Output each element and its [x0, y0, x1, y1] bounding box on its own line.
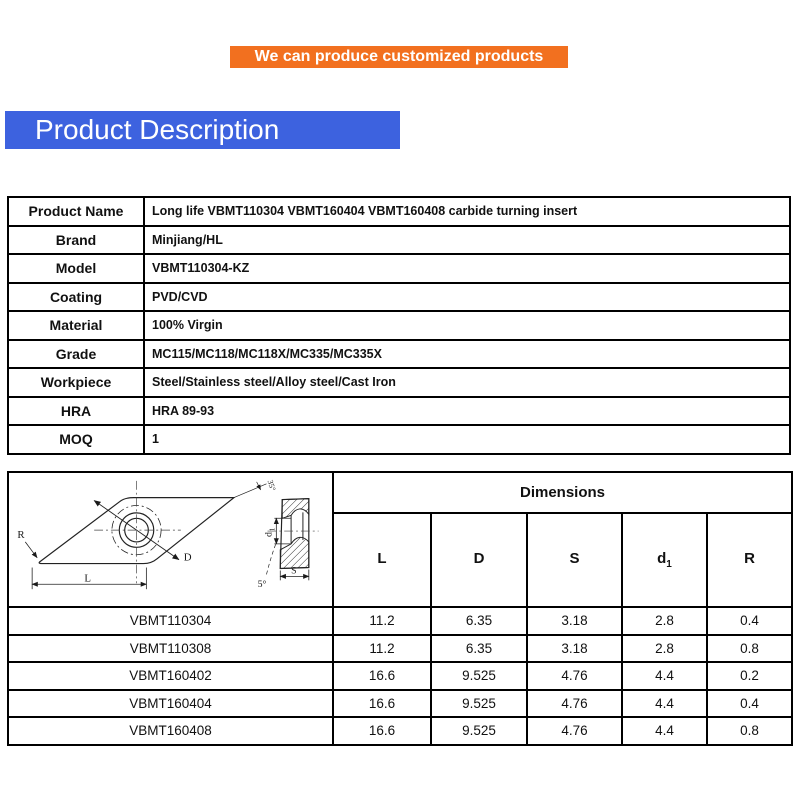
- spec-label: MOQ: [8, 425, 144, 454]
- col-header-s: [527, 513, 622, 607]
- spec-value: Minjiang/HL: [144, 226, 790, 255]
- side-view: [280, 499, 309, 569]
- dimensions-table: [7, 471, 793, 746]
- vbmt-insert-drawing: [9, 473, 330, 601]
- spec-value: VBMT110304-KZ: [144, 254, 790, 283]
- col-header-text: S: [569, 549, 580, 567]
- value-cell: 6.35: [431, 607, 527, 635]
- drawing-label-clearance-angle: 5°: [257, 579, 267, 591]
- model-cell: VBMT160402: [8, 662, 333, 690]
- spec-value: Long life VBMT110304 VBMT160404 VBMT160408 carbide turning insert: [144, 197, 790, 226]
- table-row: [8, 340, 790, 369]
- value-cell: 3.18: [527, 635, 622, 663]
- drawing-label-r: R: [17, 528, 25, 541]
- spec-value: PVD/CVD: [144, 283, 790, 312]
- value-cell: 16.6: [333, 662, 431, 690]
- value-cell: 6.35: [431, 635, 527, 663]
- spec-label: Material: [8, 311, 144, 340]
- col-header-text: R: [744, 549, 755, 567]
- spec-value: 1: [144, 425, 790, 454]
- model-cell: VBMT110304: [8, 607, 333, 635]
- spec-value: HRA 89-93: [144, 397, 790, 426]
- table-row: [8, 368, 790, 397]
- value-cell: 0.4: [707, 607, 792, 635]
- drawing-label-s: S: [291, 565, 297, 577]
- insert-technical-drawing: [8, 472, 333, 607]
- col-header-text: D: [473, 549, 485, 567]
- spec-label: Product Name: [8, 197, 144, 226]
- spec-value: MC115/MC118/MC118X/MC335/MC335X: [144, 340, 790, 369]
- value-cell: 4.4: [622, 662, 707, 690]
- col-header-sub: 1: [666, 558, 672, 570]
- spec-label: Grade: [8, 340, 144, 369]
- customized-products-banner: We can produce customized products: [230, 46, 568, 68]
- value-cell: 4.76: [527, 717, 622, 745]
- value-cell: 9.525: [431, 662, 527, 690]
- spec-label: Brand: [8, 226, 144, 255]
- value-cell: 4.76: [527, 690, 622, 718]
- value-cell: 16.6: [333, 717, 431, 745]
- spec-value: Steel/Stainless steel/Alloy steel/Cast Iron: [144, 368, 790, 397]
- table-row: [8, 397, 790, 426]
- value-cell: 2.8: [622, 607, 707, 635]
- col-header-text: L: [377, 549, 387, 567]
- value-cell: 9.525: [431, 690, 527, 718]
- value-cell: 11.2: [333, 635, 431, 663]
- table-row: [8, 635, 792, 663]
- product-spec-table: [7, 196, 791, 455]
- value-cell: 2.8: [622, 635, 707, 663]
- value-cell: 3.18: [527, 607, 622, 635]
- dimensions-title: Dimensions: [333, 472, 792, 513]
- table-row: [8, 472, 792, 513]
- value-cell: 0.2: [707, 662, 792, 690]
- value-cell: 0.4: [707, 690, 792, 718]
- value-cell: 11.2: [333, 607, 431, 635]
- table-row: [8, 254, 790, 283]
- value-cell: 0.8: [707, 717, 792, 745]
- drawing-label-d1: [263, 527, 276, 537]
- col-header-r: [707, 513, 792, 607]
- spec-value: 100% Virgin: [144, 311, 790, 340]
- spec-label: Model: [8, 254, 144, 283]
- spec-label: HRA: [8, 397, 144, 426]
- tip-angle-mark: [234, 482, 266, 498]
- col-header-d1: [622, 513, 707, 607]
- table-row: [8, 311, 790, 340]
- drawing-label-d: D: [183, 551, 192, 564]
- table-row: [8, 425, 790, 454]
- model-cell: VBMT110308: [8, 635, 333, 663]
- centerlines: [94, 481, 181, 583]
- table-row: [8, 662, 792, 690]
- table-row: [8, 197, 790, 226]
- radius-leader: [25, 542, 37, 558]
- col-header-text: d: [657, 549, 667, 567]
- spec-label: Coating: [8, 283, 144, 312]
- col-header-d: [431, 513, 527, 607]
- spec-label: Workpiece: [8, 368, 144, 397]
- value-cell: 0.8: [707, 635, 792, 663]
- value-cell: 16.6: [333, 690, 431, 718]
- col-header-l: [333, 513, 431, 607]
- table-row: [8, 717, 792, 745]
- value-cell: 4.76: [527, 662, 622, 690]
- d1-sub: 1: [269, 527, 277, 532]
- table-row: [8, 607, 792, 635]
- drawing-label-tip-angle: 35°: [265, 478, 278, 492]
- product-description-header: Product Description: [5, 111, 400, 149]
- d1-main: d: [263, 532, 275, 537]
- clearance-angle-arc: [266, 540, 277, 574]
- drawing-label-l: L: [84, 572, 91, 585]
- value-cell: 4.4: [622, 717, 707, 745]
- table-row: [8, 226, 790, 255]
- model-cell: VBMT160404: [8, 690, 333, 718]
- model-cell: VBMT160408: [8, 717, 333, 745]
- table-row: [8, 690, 792, 718]
- value-cell: 9.525: [431, 717, 527, 745]
- table-row: [8, 283, 790, 312]
- value-cell: 4.4: [622, 690, 707, 718]
